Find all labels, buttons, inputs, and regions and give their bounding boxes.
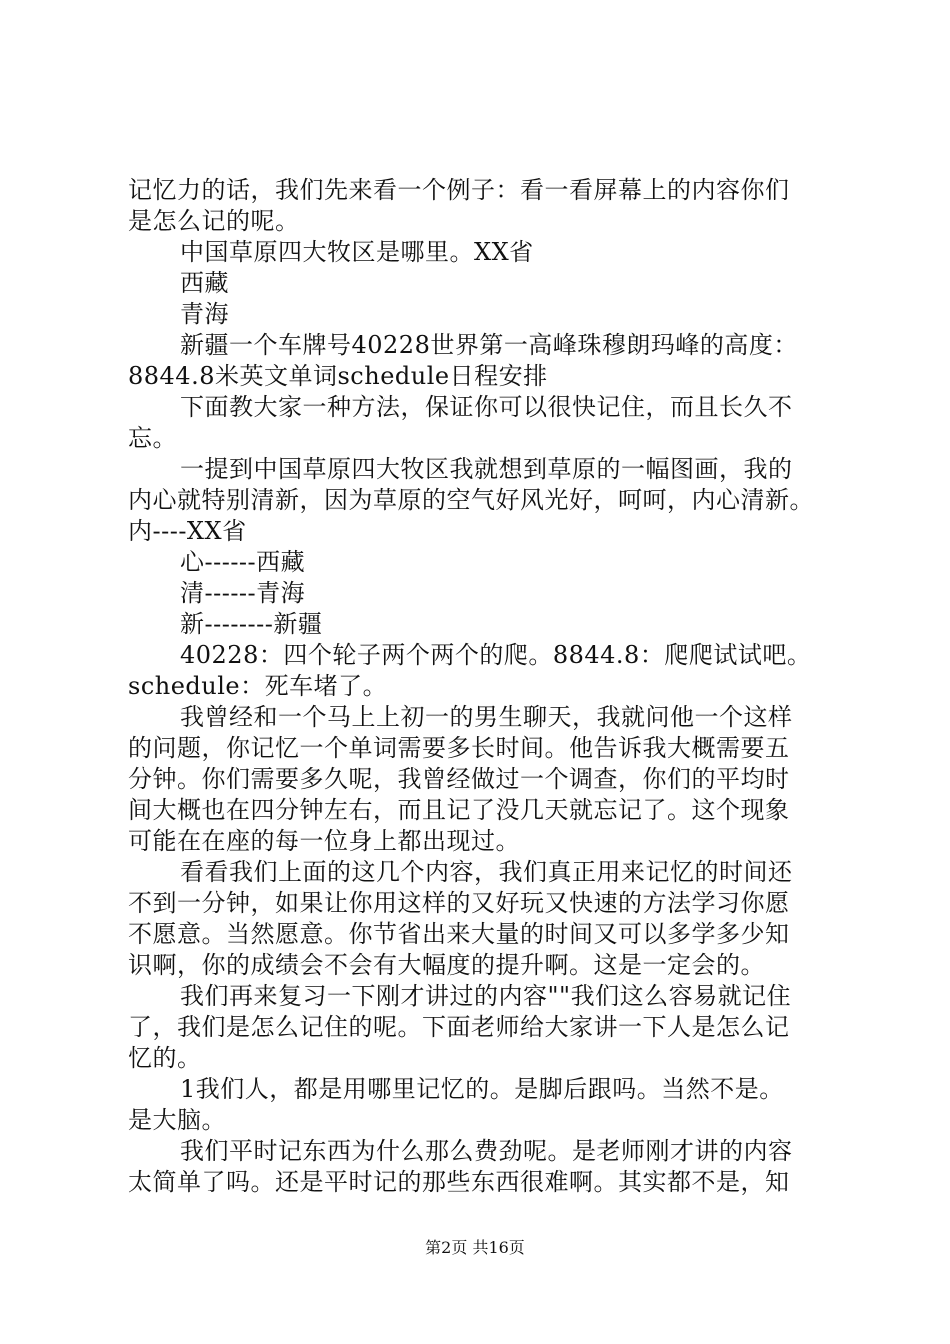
- text-line: 青海: [180, 300, 229, 328]
- text-line: 是大脑。: [128, 1106, 226, 1134]
- text-line: 我们平时记东西为什么那么费劲呢。是老师刚才讲的内容: [180, 1137, 793, 1165]
- text-line: 新疆一个车牌号40228世界第一高峰珠穆朗玛峰的高度：: [180, 331, 798, 359]
- text-line: 内心就特别清新，因为草原的空气好风光好，呵呵，内心清新。: [128, 486, 814, 514]
- document-body: [128, 175, 848, 1198]
- text-line: 内----XX省: [128, 517, 247, 545]
- text-line: 8844.8米英文单词schedule日程安排: [128, 362, 548, 390]
- text-line: 新--------新疆: [180, 610, 323, 638]
- text-line: 40228：四个轮子两个两个的爬。8844.8：爬爬试试吧。: [180, 641, 812, 669]
- text-line: 记忆力的话，我们先来看一个例子：看一看屏幕上的内容你们: [128, 176, 790, 204]
- text-line: 识啊，你的成绩会不会有大幅度的提升啊。这是一定会的。: [128, 951, 765, 979]
- text-line: 不愿意。当然愿意。你节省出来大量的时间又可以多学多少知: [128, 920, 790, 948]
- text-line: 间大概也在四分钟左右，而且记了没几天就忘记了。这个现象: [128, 796, 790, 824]
- text-line: 1我们人，都是用哪里记忆的。是脚后跟吗。当然不是。: [180, 1075, 784, 1103]
- text-line: 心------西藏: [180, 548, 306, 576]
- text-line: 忘。: [128, 424, 177, 452]
- text-line: 是怎么记的呢。: [128, 207, 300, 235]
- text-line: 我曾经和一个马上上初一的男生聊天，我就问他一个这样: [180, 703, 793, 731]
- text-line: 了，我们是怎么记住的呢。下面老师给大家讲一下人是怎么记: [128, 1013, 790, 1041]
- text-line: 下面教大家一种方法，保证你可以很快记住，而且长久不: [180, 393, 793, 421]
- text-line: 太简单了吗。还是平时记的那些东西很难啊。其实都不是，知: [128, 1168, 790, 1196]
- page-number-footer: 第2页 共16页: [425, 1238, 525, 1257]
- text-line: 看看我们上面的这几个内容，我们真正用来记忆的时间还: [180, 858, 793, 886]
- text-line: 的问题，你记忆一个单词需要多长时间。他告诉我大概需要五: [128, 734, 790, 762]
- text-line: 分钟。你们需要多久呢，我曾经做过一个调查，你们的平均时: [128, 765, 790, 793]
- text-line: 不到一分钟，如果让你用这样的又好玩又快速的方法学习你愿: [128, 889, 790, 917]
- text-line: 一提到中国草原四大牧区我就想到草原的一幅图画，我的: [180, 455, 793, 483]
- text-line: 可能在在座的每一位身上都出现过。: [128, 827, 520, 855]
- text-line: 中国草原四大牧区是哪里。XX省: [180, 238, 534, 266]
- text-line: 忆的。: [128, 1044, 202, 1072]
- text-line: schedule：死车堵了。: [128, 672, 388, 700]
- text-line: 清------青海: [180, 579, 306, 607]
- text-line: 西藏: [180, 269, 229, 297]
- text-line: 我们再来复习一下刚才讲过的内容""我们这么容易就记住: [180, 982, 792, 1010]
